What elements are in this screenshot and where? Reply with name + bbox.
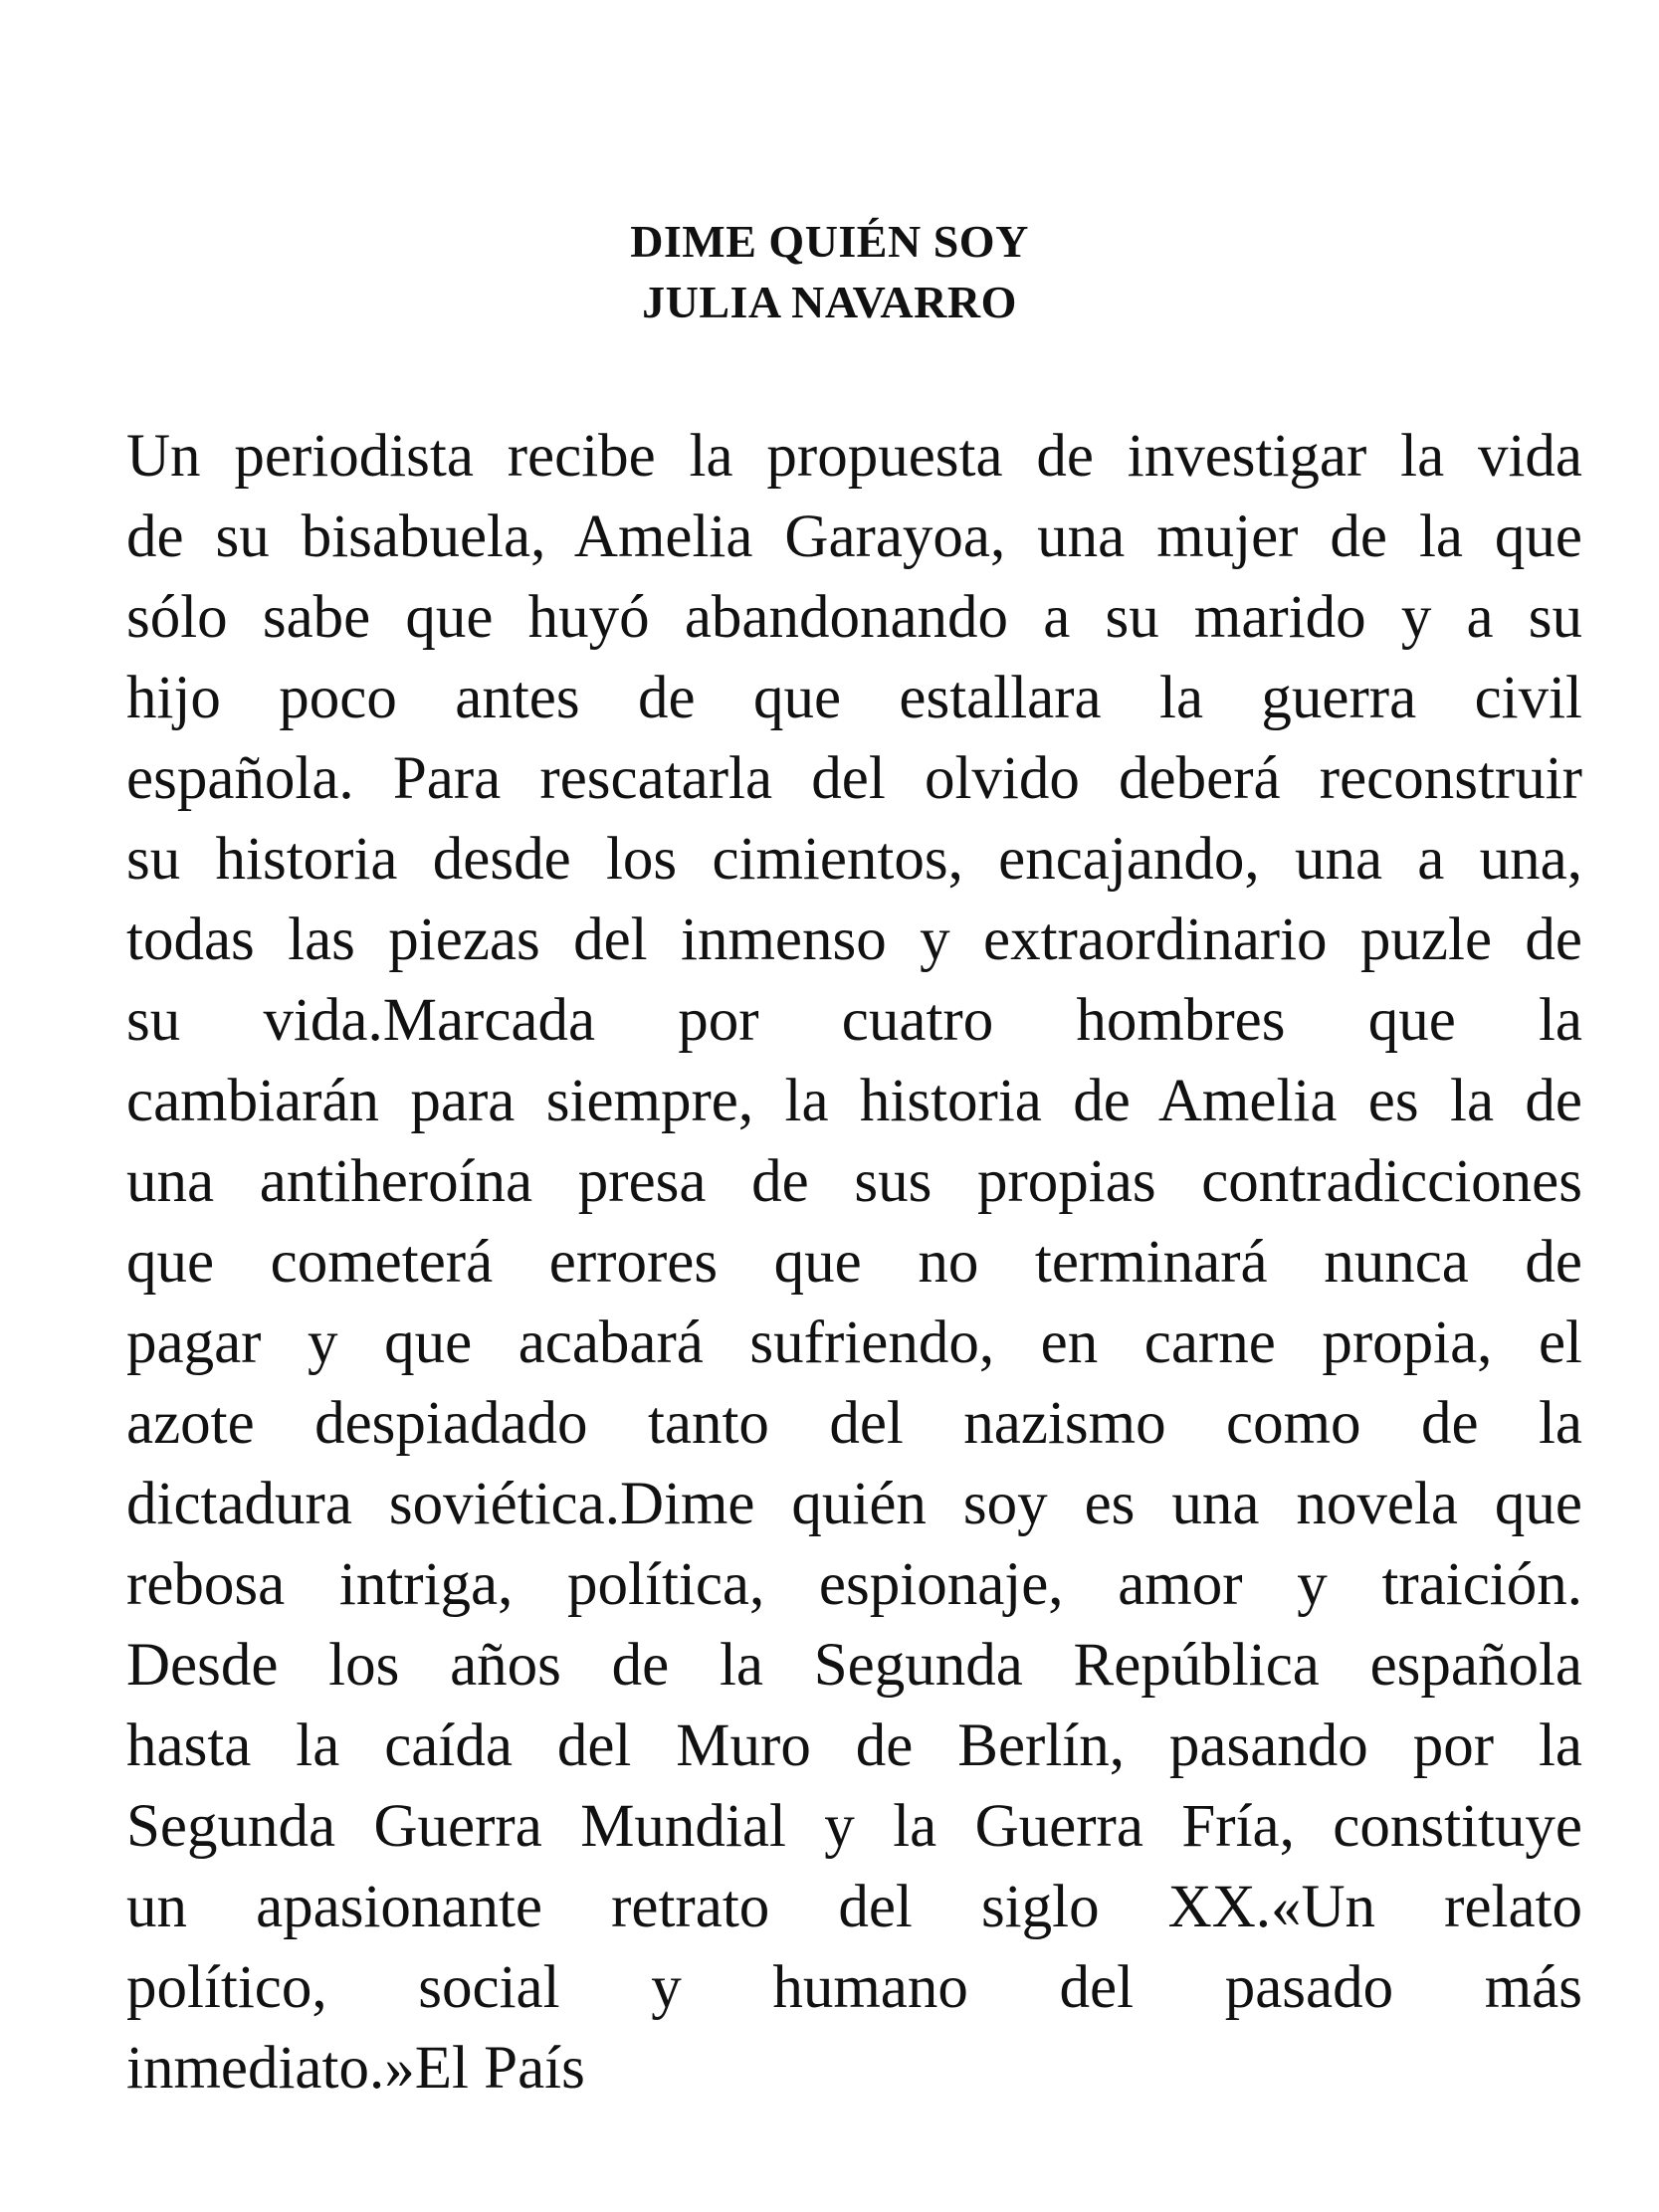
paragraph-line: inmediato.»El País <box>126 2035 585 2102</box>
paragraph-line: político, social y humano del pasado más <box>126 1954 1582 2021</box>
paragraph-line: española. Para rescatarla del olvido deberá reconstruir <box>126 745 1582 812</box>
paragraph-line: Desde los años de la Segunda República española <box>126 1632 1582 1699</box>
paragraph-line: su vida.Marcada por cuatro hombres que la <box>126 987 1582 1054</box>
paragraph-line: Un periodista recibe la propuesta de investigar la vida <box>126 423 1582 490</box>
paragraph-line: un apasionante retrato del siglo XX.«Un relato <box>126 1874 1582 1940</box>
paragraph-line: de su bisabuela, Amelia Garayoa, una mujer de la que <box>126 503 1582 570</box>
paragraph-line: hasta la caída del Muro de Berlín, pasando por la <box>126 1712 1582 1779</box>
paragraph-line: todas las piezas del inmenso y extraordinario puzle de <box>126 906 1582 973</box>
paragraph-line: dictadura soviética.Dime quién soy es una novela que <box>126 1471 1582 1537</box>
paragraph-line: rebosa intriga, política, espionaje, amor y traición. <box>126 1551 1582 1618</box>
title-block <box>0 211 1659 332</box>
paragraph-line: azote despiadado tanto del nazismo como de la <box>126 1390 1582 1457</box>
paragraph-line: hijo poco antes de que estallara la guerra civil <box>126 665 1582 731</box>
paragraph-line: Segunda Guerra Mundial y la Guerra Fría, constituye <box>126 1793 1582 1860</box>
paragraph-line: una antiheroína presa de sus propias contradicciones <box>126 1148 1582 1215</box>
paragraph-line: pagar y que acabará sufriendo, en carne propia, el <box>126 1309 1582 1376</box>
paragraph-line: que cometerá errores que no terminará nunca de <box>126 1229 1582 1296</box>
paragraph-line: cambiarán para siempre, la historia de Amelia es la de <box>126 1068 1582 1134</box>
book-author: JULIA NAVARRO <box>642 277 1017 327</box>
paragraph-line: sólo sabe que huyó abandonando a su marido y a su <box>126 584 1582 651</box>
synopsis-paragraph <box>126 416 1582 2109</box>
book-title: DIME QUIÉN SOY <box>630 216 1029 267</box>
paragraph-line: su historia desde los cimientos, encajando, una a una, <box>126 826 1582 893</box>
